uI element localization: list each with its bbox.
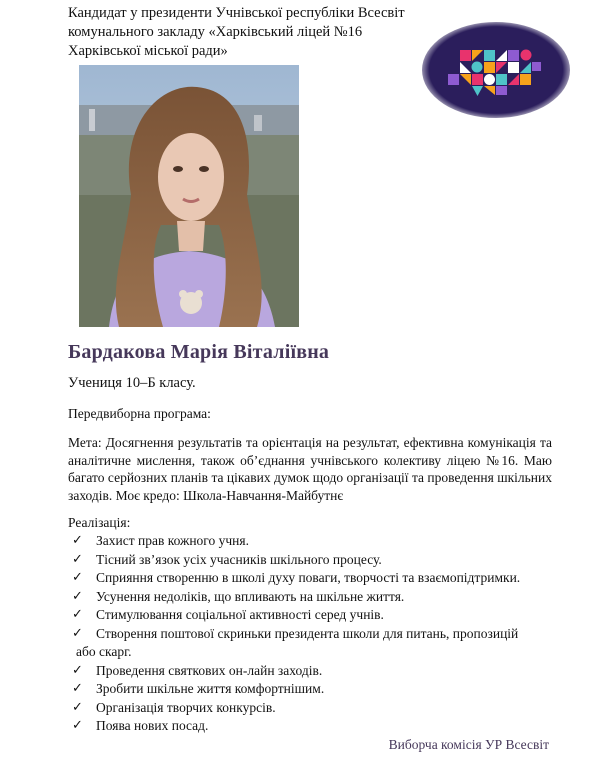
list-item: ✓ Поява нових посад. (68, 717, 552, 736)
checkmark-icon: ✓ (72, 570, 83, 585)
list-item: ✓ Сприяння створенню в школі духу поваги, творчості та взаємопідтримки. (68, 569, 552, 588)
candidate-grade: Учениця 10–Б класу. (68, 375, 196, 391)
footer-signature: Виборча комісія УР Всесвіт (388, 737, 549, 752)
checkmark-icon: ✓ (72, 662, 83, 678)
goal-paragraph: Мета: Досягнення результатів та орієнтація на результат, ефективна комунікація та аналітичне мислення, також об’єднання учнівського колективу ліцею №16. Маю багато серйозних планів та цікавих думок щодо організації та проведення шкільних заходів. Моє кредо: Школа-Навчання-Майбутнє (68, 435, 552, 503)
checkmark-icon: ✓ (72, 699, 83, 715)
checkmark-icon: ✓ (72, 588, 83, 604)
list-item: ✓ Усунення недоліків, що впливають на шкільне життя. (68, 588, 552, 607)
candidate-name: Бардакова Марія Віталіївна (68, 341, 330, 363)
checkmark-icon: ✓ (72, 625, 83, 641)
list-item: ✓ Захист прав кожного учня. (68, 532, 552, 551)
program-label: Передвиборна програма: (68, 406, 211, 421)
checkmark-icon: ✓ (72, 607, 83, 622)
header-line-2: комунального закладу «Харківський ліцей №16 (68, 24, 363, 40)
implementation-label: Реалізація: (68, 515, 131, 530)
checkmark-icon: ✓ (72, 681, 83, 696)
list-item: ✓ Зробити шкільне життя комфортнішим. (68, 680, 552, 699)
header-line-3: Харківської міської ради» (68, 43, 228, 59)
checkmark-icon: ✓ (72, 551, 83, 567)
document-header (68, 4, 428, 61)
checkmark-icon: ✓ (72, 533, 83, 548)
list-item: ✓ Проведення святкових он-лайн заходів. (68, 662, 552, 681)
list-item: ✓ Стимулювання соціальної активності серед учнів. (68, 606, 552, 625)
list-item: ✓ Створення поштової скриньки президента школи для питань, пропозицій або скарг. (72, 625, 519, 659)
colorful-geometric-logo-icon (420, 20, 572, 120)
list-item: ✓ Тісний зв’язок усіх учасників шкільного процесу. (68, 551, 552, 570)
header-line-1: Кандидат у президенти Учнівської республіки Всесвіт (68, 5, 405, 21)
list-item: ✓ Організація творчих конкурсів. (68, 699, 552, 718)
candidate-portrait-photo-icon (79, 65, 299, 327)
checkmark-icon: ✓ (72, 718, 83, 733)
implementation-list (68, 532, 552, 736)
